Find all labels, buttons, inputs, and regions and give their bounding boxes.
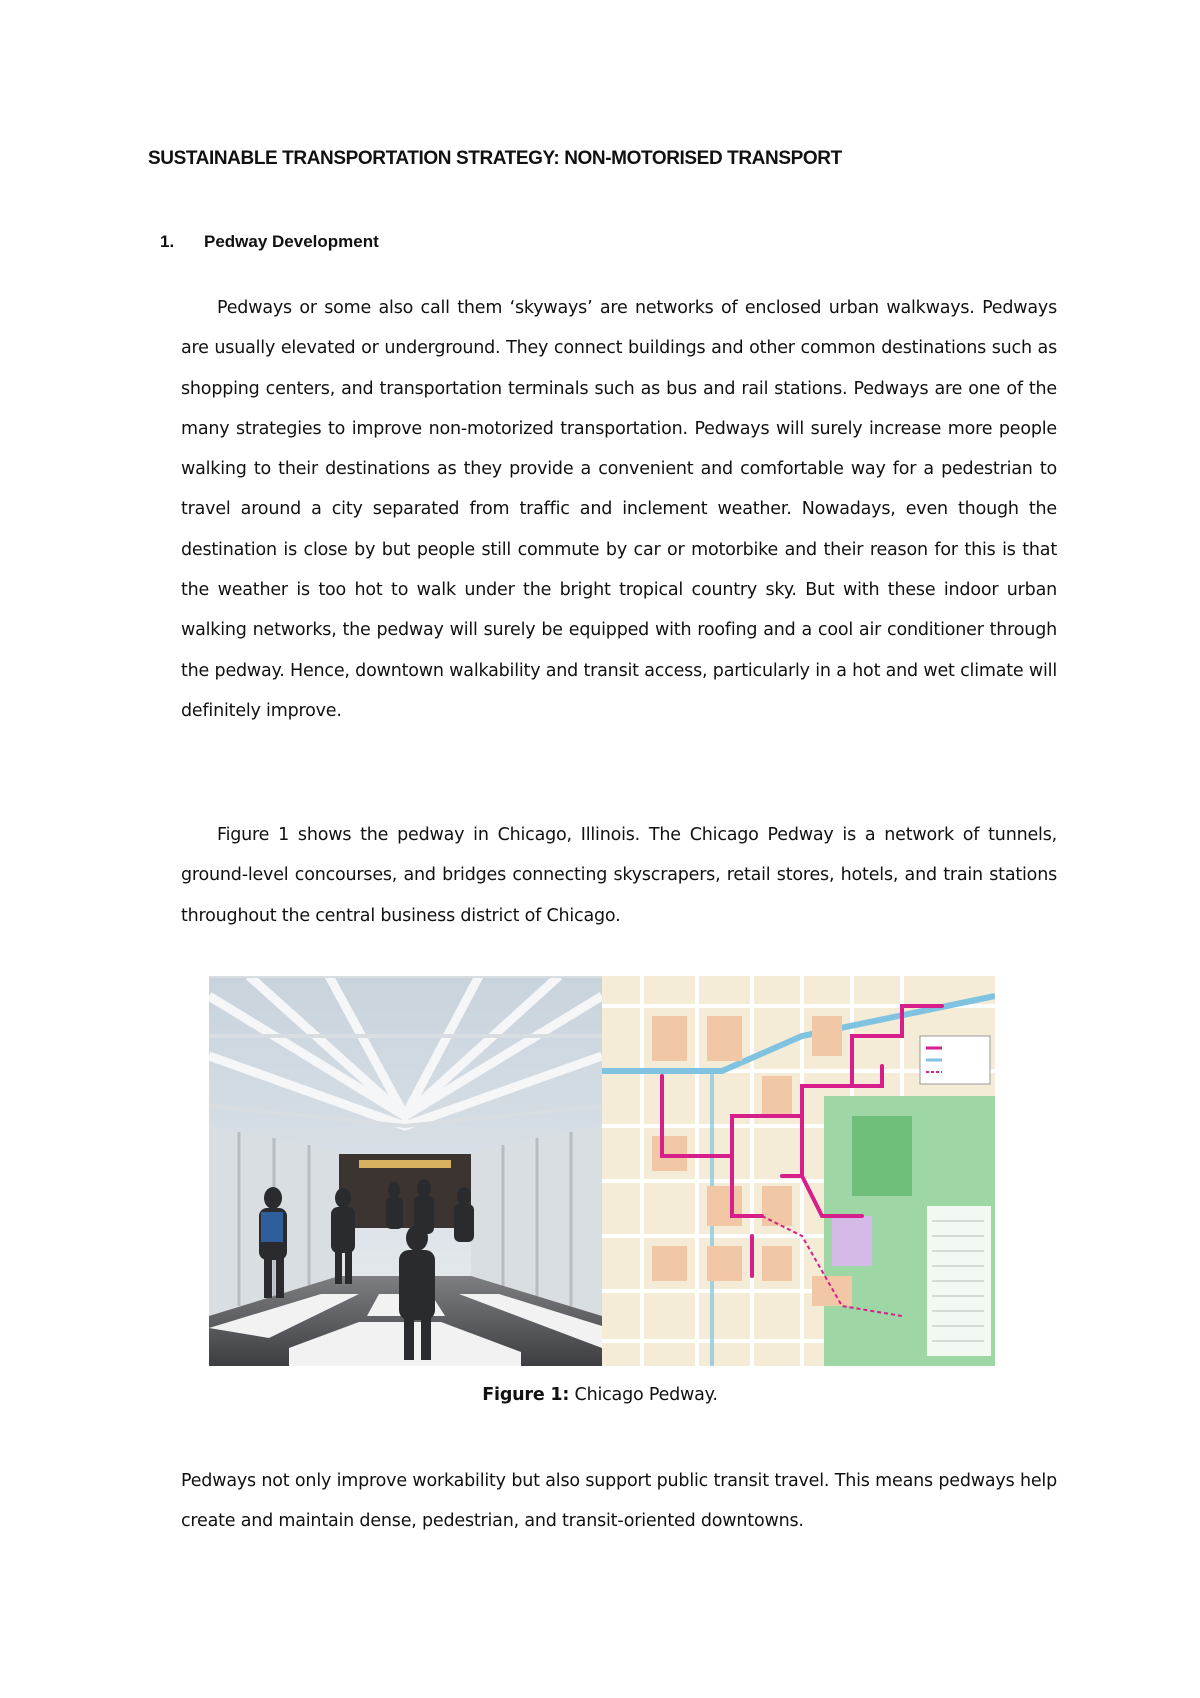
section-heading-text: Pedway Development xyxy=(204,232,379,251)
section-number: 1. xyxy=(160,232,175,251)
paragraph-chicago-pedway: Figure 1 shows the pedway in Chicago, Illinois. The Chicago Pedway is a network of tunnels, ground-level concourses, and bridges connecting skyscrapers, retail stores, hotels, and train stations throughout the central business district of Chicago. xyxy=(181,825,1057,926)
figure-label: Figure 1: xyxy=(482,1385,570,1405)
pedway-map xyxy=(602,976,995,1366)
figure-chicago-pedway xyxy=(209,976,995,1366)
section-heading xyxy=(160,232,379,252)
page-title: SUSTAINABLE TRANSPORTATION STRATEGY: NON-MOTORISED TRANSPORT xyxy=(148,148,842,169)
figure-caption-text: Chicago Pedway. xyxy=(574,1385,718,1405)
paragraph-pedway-intro: Pedways or some also call them ‘skyways’ are networks of enclosed urban walkways. Pedways are usually elevated or underground. They connect buildings and other common destinations such as shopping centers, and transportation terminals such as bus and rail stations. Pedways are one of the many strategies to improve non-motorized transportation. Pedways will surely increase more people walking to their destinations as they provide a convenient and comfortable way for a pedestrian to travel around a city separated from traffic and inclement weather. Nowadays, even though the destination is close by but people still commute by car or motorbike and their reason for this is that the weather is too hot to walk under the bright tropical country sky. But with these indoor urban walking networks, the pedway will surely be equipped with roofing and a cool air conditioner through the pedway. Hence, downtown walkability and transit access, particularly in a hot and wet climate will definitely improve. xyxy=(181,298,1057,721)
paragraph-pedway-transit: Pedways not only improve workability but also support public transit travel. This means pedways help create and maintain dense, pedestrian, and transit-oriented downtowns. xyxy=(181,1471,1057,1532)
figure-caption xyxy=(0,1385,1200,1405)
pedway-photo xyxy=(209,976,602,1366)
